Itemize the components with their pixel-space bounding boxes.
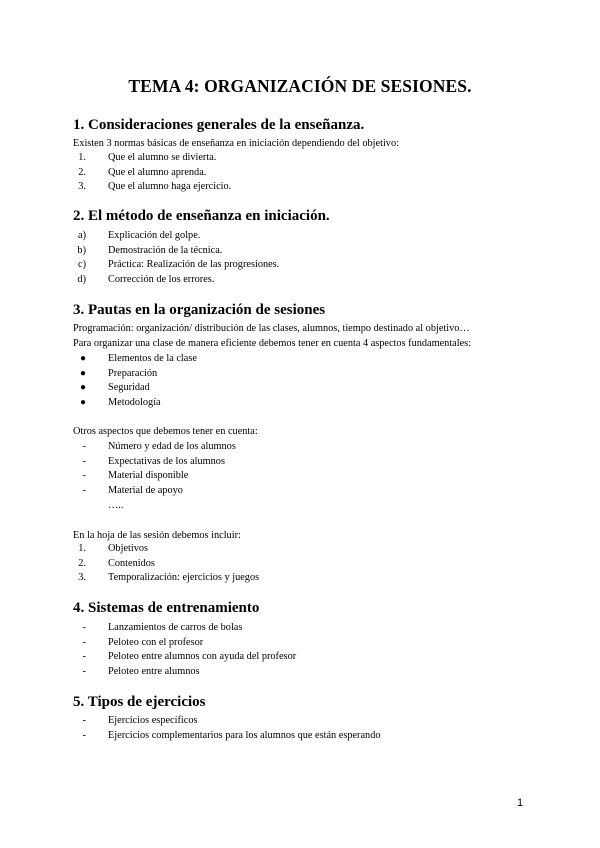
- section-1-intro: Existen 3 normas básicas de enseñanza en iniciación dependiendo del objetivo:: [73, 138, 399, 149]
- list-item: 1. Que el alumno se divierta.: [78, 152, 217, 163]
- list-item: d) Corrección de los errores.: [77, 274, 215, 286]
- section-1-heading: 1. Consideraciones generales de la enseñanza.: [73, 117, 365, 133]
- document-title: TEMA 4: ORGANIZACIÓN DE SESIONES.: [128, 76, 472, 96]
- list-item: 1. Objetivos: [78, 543, 149, 554]
- section-3-heading: 3. Pautas en la organización de sesiones: [73, 302, 326, 318]
- list-item: - Material disponible: [82, 470, 189, 482]
- list-item: a) Explicación del golpe.: [78, 230, 201, 241]
- page-number: 1: [517, 797, 524, 809]
- list-item: - Ejercicios específicos: [82, 715, 198, 726]
- list-item: ● Metodología: [79, 397, 161, 409]
- list-item: ● Seguridad: [79, 382, 150, 394]
- section-3-aspects-list: [79, 352, 197, 411]
- section-1-list: [78, 151, 232, 195]
- list-item: - Peloteo entre alumnos: [82, 666, 200, 678]
- list-item: - Expectativas de los alumnos: [82, 455, 225, 467]
- list-item: - Número y edad de los alumnos: [82, 441, 236, 452]
- section-5-list: [82, 714, 381, 743]
- section-3-other-list: [82, 440, 236, 513]
- list-item: - Peloteo entre alumnos con ayuda del profesor: [82, 651, 297, 663]
- list-ellipsis: …..: [108, 499, 124, 511]
- section-3-paragraph-2: Para organizar una clase de manera eficiente debemos tener en cuenta 4 aspectos fundamentales:: [73, 338, 472, 349]
- list-item: 3. Que el alumno haga ejercicio.: [78, 181, 232, 193]
- list-item: 2. Contenidos: [78, 557, 155, 569]
- list-item: ● Preparación: [79, 367, 158, 379]
- section-3-paragraph-1: Programación: organización/ distribución de las clases, alumnos, tiempo destinado al objetivo…: [73, 323, 470, 334]
- section-3-session-intro: En la hoja de las sesión debemos incluir:: [73, 530, 241, 541]
- list-item: - Peloteo con el profesor: [82, 636, 204, 648]
- section-2-heading: 2. El método de enseñanza en iniciación.: [73, 208, 330, 224]
- section-4-list: [82, 621, 297, 680]
- section-4-heading: 4. Sistemas de entrenamiento: [73, 600, 260, 616]
- section-2-list: [77, 229, 280, 288]
- list-item: 3. Temporalización: ejercicios y juegos: [78, 572, 260, 584]
- section-3-other-intro: Otros aspectos que debemos tener en cuenta:: [73, 426, 258, 437]
- list-item: c) Práctica: Realización de las progresiones.: [78, 259, 280, 271]
- list-item: b) Demostración de la técnica.: [77, 244, 223, 256]
- list-item: - Lanzamientos de carros de bolas: [82, 622, 243, 633]
- list-item: - Ejercicios complementarios para los alumnos que están esperando: [82, 729, 381, 741]
- section-5-heading: 5. Tipos de ejercicios: [73, 694, 206, 710]
- list-item: - Material de apoyo: [82, 485, 183, 497]
- list-item: 2. Que el alumno aprenda.: [78, 166, 207, 178]
- list-item: ● Elementos de la clase: [79, 353, 197, 364]
- section-3-session-list: [78, 542, 260, 586]
